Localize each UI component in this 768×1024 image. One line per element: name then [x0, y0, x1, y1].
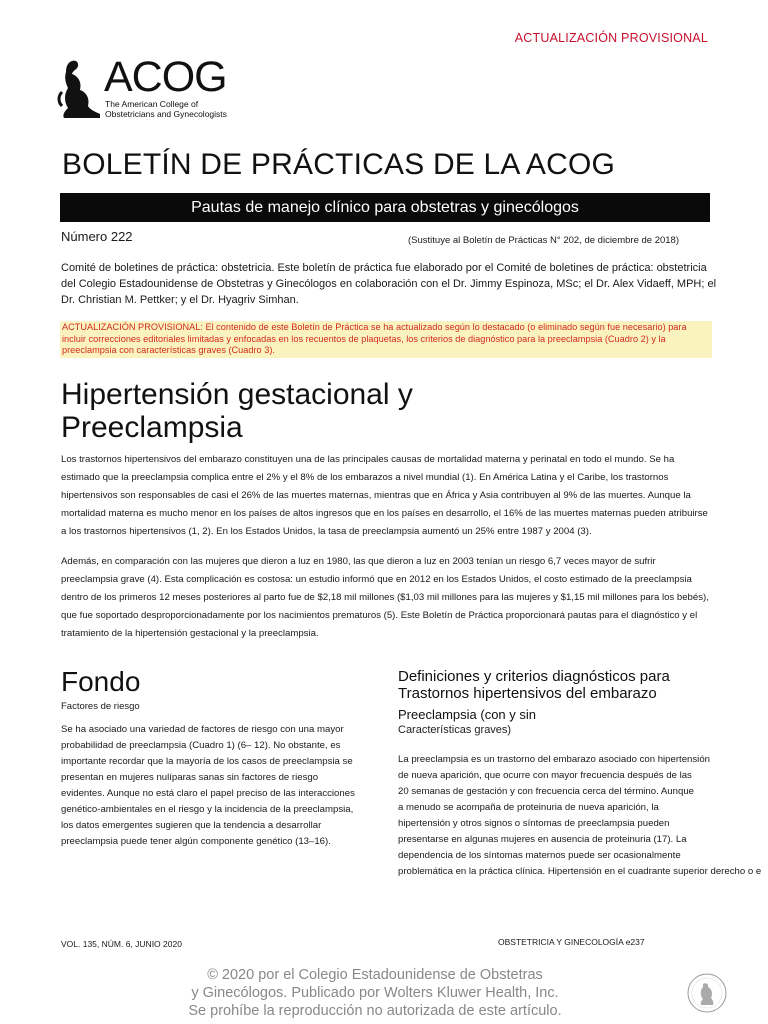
- intro-paragraph-1: Los trastornos hipertensivos del embarazo constituyen una de las principales causas de mortalidad materna y perinatal en todo el mundo. Se ha estimado que la preeclampsia complica entre el 2% y el 8% de los embarazos a nivel mundial (1). En América Latina y el Caribe, los trastornos hipertensivos son responsables de casi el 26% de las muertes maternas, mientras que en África y Asia contribuyen al 9% de las muertes. Aunque la mortalidad materna es mucho menor en los países de altos ingresos que en los países en desarrollo, el 16% de las muertes maternas pueden atribuirse a los trastornos hipertensivos (1, 2). En los Estados Unidos, la tasa de preeclampsia aumentó un 25% entre 1987 y 2004 (3).: [61, 454, 708, 537]
- copyright-line-2: y Ginecólogos. Publicado por Wolters Kluwer Health, Inc.: [191, 985, 559, 1001]
- definitions-line: La preeclampsia es un trastorno del embarazo asociado con hipertensión: [398, 754, 710, 765]
- preeclampsia-subheading-2: Características graves): [398, 724, 512, 736]
- definitions-line: de nueva aparición, que ocurre con mayor frecuencia después de las: [398, 770, 692, 781]
- replaces-note: (Sustituye al Boletín de Prácticas N° 202, de diciembre de 2018): [408, 235, 680, 246]
- acog-seal-icon: [686, 972, 728, 1014]
- subtitle-bar: Pautas de manejo clínico para obstetras y ginecólogos: [60, 193, 710, 222]
- definitions-line: hipertensión y otros signos o síntomas de preeclampsia pueden: [398, 818, 670, 829]
- side-download-note: [20, 320, 28, 590]
- fondo-heading: Fondo: [61, 666, 141, 697]
- logo-subtitle-line-2: Obstetricians and Gynecologists: [105, 109, 227, 119]
- footer-journal-page: OBSTETRICIA Y GINECOLOGÍA e237: [498, 937, 645, 947]
- logo-subtitle-line-1: The American College of: [105, 99, 199, 109]
- logo-wordmark: ACOG: [104, 53, 227, 101]
- definitions-line: 20 semanas de gestación y con frecuencia cerca del término. Aunque: [398, 786, 694, 797]
- definitions-line: a menudo se acompaña de proteinuria de nueva aparición, la: [398, 802, 659, 813]
- bulletin-number: Número 222: [61, 229, 133, 244]
- main-heading: Hipertensión gestacional y Preeclampsia: [61, 378, 413, 444]
- preeclampsia-subheading: Preeclampsia (con y sin: [398, 707, 536, 722]
- definitions-line: dependencia de los síntomas maternos puede ser ocasionalmente: [398, 850, 681, 861]
- update-label: ACTUALIZACIÓN PROVISIONAL: [514, 31, 708, 45]
- copyright-notice: [140, 966, 610, 1020]
- definitions-heading: Definiciones y criterios diagnósticos para Trastornos hipertensivos del embarazo: [398, 668, 670, 702]
- copyright-line-1: © 2020 por el Colegio Estadounidense de Obstetras: [207, 967, 543, 983]
- fondo-body: Se ha asociado una variedad de factores de riesgo con una mayor probabilidad de preeclampsia (Cuadro 1) (6– 12). No obstante, es importante recordar que la mayoría de los casos de preeclampsia se presentan en mujeres nulíparas sanas sin factores de riesgo evidentes. Aunque no está claro el papel preciso de las interacciones genético-ambientales en el riesgo y la incidencia de la preeclampsia, los datos emergentes sugieren que la tendencia a desarrollar preeclampsia puede tener algún componente genético (13–16).: [61, 724, 355, 847]
- bulletin-title: BOLETÍN DE PRÁCTICAS DE LA ACOG: [62, 148, 616, 181]
- intro-paragraph-2: Además, en comparación con las mujeres que dieron a luz en 1980, las que dieron a luz en 2003 tenían un riesgo 6,7 veces mayor de sufrir preeclampsia grave (4). Esta complicación es costosa: un estudio informó que en 2012 en los Estados Unidos, el costo estimado de la preeclampsia dentro de los primeros 12 meses posteriores al parto fue de $2,18 mil millones ($1,03 mil millones para las mujeres y $1,15 mil millones para los bebés), que fue soportado desproporcionadamente por los nacimientos prematuros (5). Este Boletín de Práctica proporcionará pautas para el diagnóstico y el tratamiento de la hipertensión gestacional y la preeclampsia.: [61, 556, 709, 639]
- definitions-line: presentarse en algunas mujeres en ausencia de proteinuria (17). La: [398, 834, 687, 845]
- definitions-body: [398, 752, 768, 880]
- committee-text: Comité de boletines de práctica: obstetricia. Este boletín de práctica fue elaborado por el Comité de boletines de práctica: obstetricia del Colegio Estadounidense de Obstetras y Ginecólogos en colaboración con el Dr. Jimmy Espinoza, MSc; el Dr. Alex Vidaeff, MPH; el Dr. Christian M. Pettker; y el Dr. Hyagriv Simhan.: [61, 262, 717, 306]
- fondo-subheading: Factores de riesgo: [61, 701, 140, 712]
- update-highlight-box: ACTUALIZACIÓN PROVISIONAL: El contenido de este Boletín de Práctica se ha actualizado según lo destacado (o eliminado según fue necesario) para incluir correcciones editoriales limitadas y enfocadas en los recuentos de plaquetas, los criterios de diagnóstico para la preeclampsia (Cuadro 2) y la preeclampsia con características graves (Cuadro 3).: [60, 321, 712, 358]
- logo-subtitle: [105, 99, 265, 119]
- definitions-line: problemática en la práctica clínica. Hipertensión en el cuadrante superior derecho o e: [398, 866, 762, 877]
- acog-figure-logo-icon: [56, 58, 106, 120]
- footer-volume: VOL. 135, NÚM. 6, JUNIO 2020: [61, 939, 182, 949]
- copyright-line-3: Se prohíbe la reproducción no autorizada de este artículo.: [188, 1003, 562, 1019]
